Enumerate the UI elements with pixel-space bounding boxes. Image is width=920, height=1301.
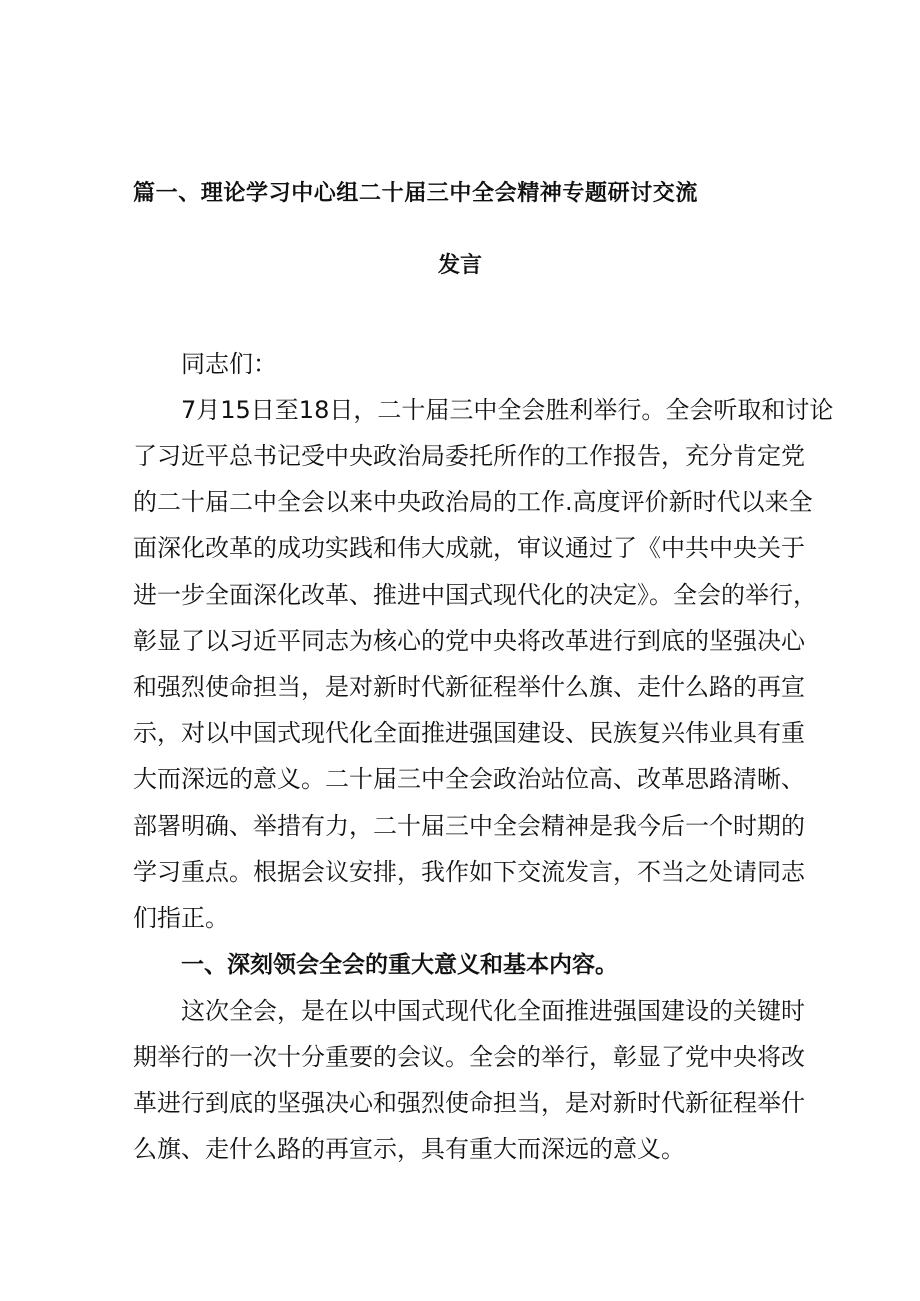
paragraph-line: 面深化改革的成功实践和伟大成就，审议通过了《中共中央关于: [133, 534, 805, 562]
paragraph-line: 期举行的一次十分重要的会议。全会的举行，彰显了党中央将改: [133, 1043, 805, 1071]
document-title-line-1: 篇一、理论学习中心组二十届三中全会精神专题研讨交流: [133, 181, 699, 206]
section-heading-1: 一、深刻领会全会的重大意义和基本内容。: [181, 952, 618, 978]
document-title-line-2: 发言: [437, 253, 482, 278]
paragraph-line: 学习重点。根据会议安排，我作如下交流发言，不当之处请同志: [133, 858, 805, 886]
paragraph-line: 么旗、走什么路的再宣示，具有重大而深远的意义。: [133, 1135, 685, 1163]
paragraph-line: 部署明确、举措有力，二十届三中全会精神是我今后一个时期的: [133, 812, 805, 840]
paragraph-line: 这次全会，是在以中国式现代化全面推进强国建设的关键时: [181, 997, 805, 1025]
paragraph-line: 彰显了以习近平同志为核心的党中央将改革进行到底的坚强决心: [133, 627, 805, 655]
paragraph-line: 了习近平总书记受中央政治局委托所作的工作报告，充分肯定党: [133, 442, 805, 470]
paragraph-line: 进一步全面深化改革、推进中国式现代化的决定》。全会的举行，: [133, 581, 817, 609]
paragraph-line: 的二十届二中全会以来中央政治局的工作.高度评价新时代以来全: [133, 488, 813, 516]
paragraph-line: 示，对以中国式现代化全面推进强国建设、民族复兴伟业具有重: [133, 719, 805, 747]
paragraph-line: 7月15日至18日，二十届三中全会胜利举行。全会听取和讨论: [181, 396, 834, 424]
paragraph-line: 和强烈使命担当，是对新时代新征程举什么旗、走什么路的再宣: [133, 673, 805, 701]
paragraph-line: 们指正。: [133, 904, 229, 932]
paragraph-line: 大而深远的意义。二十届三中全会政治站位高、改革思路清晰、: [133, 765, 805, 793]
paragraph-line: 革进行到底的坚强决心和强烈使命担当，是对新时代新征程举什: [133, 1089, 805, 1117]
salutation: 同志们：: [181, 350, 277, 378]
